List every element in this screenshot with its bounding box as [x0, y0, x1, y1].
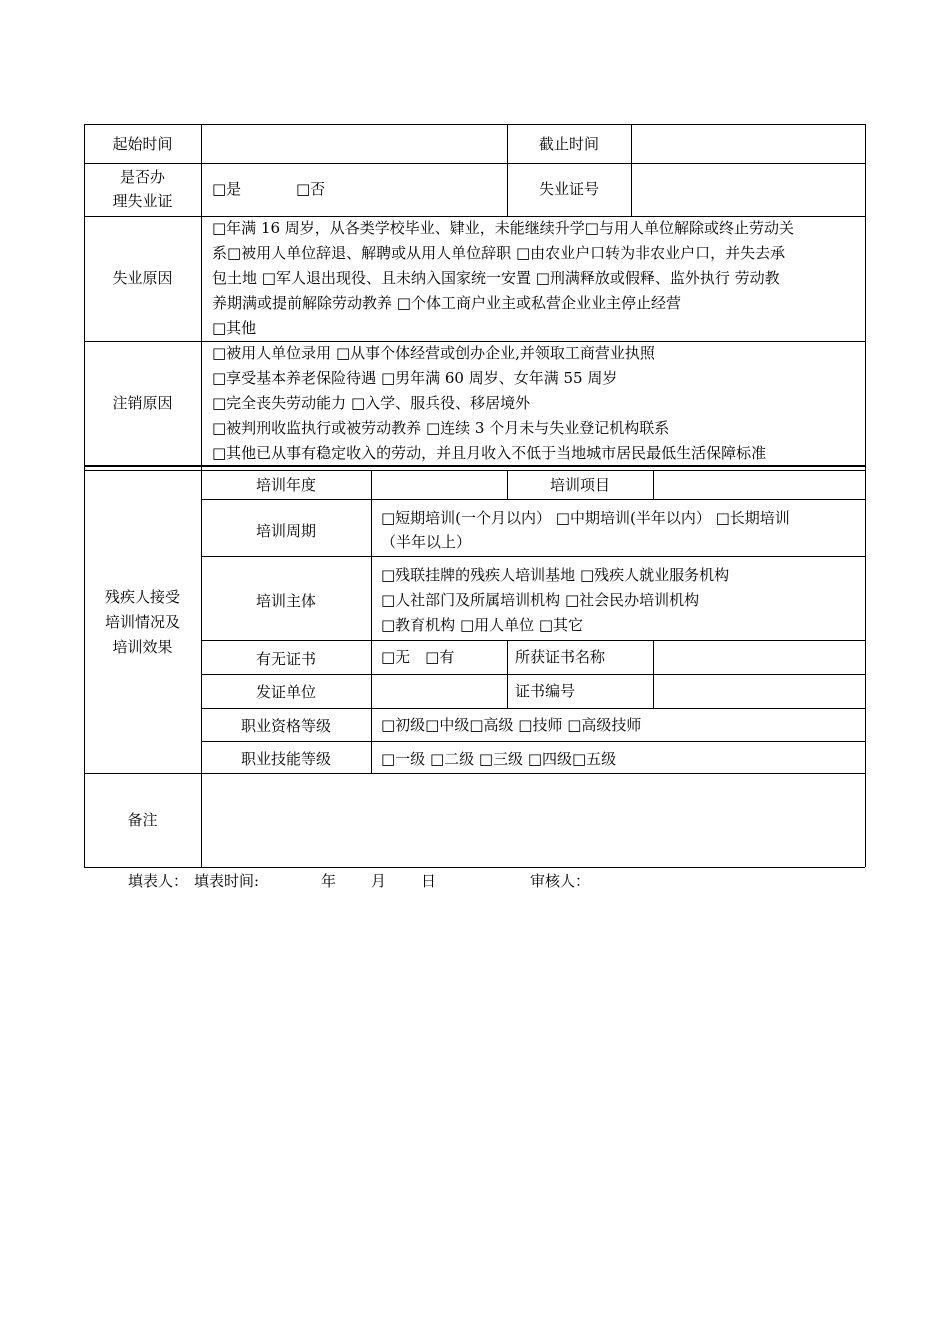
- cert-question-label: [84, 165, 201, 213]
- training-period-label: 培训周期: [255, 522, 316, 540]
- cancel-line[interactable]: □完全丧失劳动能力 □入学、服兵役、移居境外: [212, 394, 531, 412]
- cert-question-line-2: 理失业证: [112, 192, 173, 210]
- cert-name-field[interactable]: [654, 641, 864, 674]
- end-time-field[interactable]: [632, 125, 864, 163]
- training-year-field[interactable]: [372, 471, 506, 499]
- remarks-label: 备注: [127, 811, 158, 829]
- training-section-line-3: 培训效果: [112, 638, 173, 656]
- training-section-line-1: 残疾人接受: [104, 588, 180, 606]
- cancel-line[interactable]: □享受基本养老保险待遇 □男年满 60 周岁、女年满 55 周岁: [212, 369, 618, 387]
- cancel-line[interactable]: □被判刑收监执行或被劳动教养 □连续 3 个月未与失业登记机构联系: [212, 419, 670, 437]
- cert-number-field[interactable]: [632, 164, 864, 216]
- start-time-field[interactable]: [202, 125, 506, 163]
- training-subject-options[interactable]: [381, 563, 863, 638]
- row-divider: [201, 708, 865, 709]
- reason-line[interactable]: 养期满或提前解除劳动教养 □个体工商户业主或私营企业业主停止经营: [212, 294, 681, 312]
- issuer-field[interactable]: [372, 675, 506, 708]
- table-border-left: [84, 124, 85, 867]
- filler-label: 填表人：: [128, 872, 189, 890]
- reason-label: 失业原因: [112, 269, 173, 287]
- training-year-label: 培训年度: [255, 476, 316, 494]
- table-border-right: [865, 124, 866, 867]
- period-line[interactable]: □短期培训(一个月以内） □中期培训(半年以内） □长期培训: [381, 509, 790, 527]
- end-time-label: 截止时间: [538, 135, 599, 153]
- reason-line[interactable]: 包土地 □军人退出现役、且未纳入国家统一安置 □刑满释放或假释、监外执行 劳动教: [212, 269, 780, 287]
- training-period-options[interactable]: [381, 506, 863, 554]
- subject-line[interactable]: □教育机构 □用人单位 □其它: [381, 616, 584, 634]
- cert-label: 有无证书: [255, 650, 316, 668]
- reason-options[interactable]: [212, 216, 862, 341]
- row-divider: [201, 499, 865, 500]
- period-line[interactable]: （半年以上）: [381, 533, 472, 551]
- reviewer-label: 审核人：: [530, 872, 591, 890]
- cert-number-label: 失业证号: [538, 180, 599, 198]
- row-divider: [201, 556, 865, 557]
- cancel-line[interactable]: □其他已从事有稳定收入的劳动，并且月收入不低于当地城市居民最低生活保障标准: [212, 444, 767, 462]
- cert-no-field[interactable]: [654, 675, 864, 708]
- column-divider: [507, 640, 508, 708]
- reason-line[interactable]: 系□被用人单位辞退、解聘或从用人单位辞职 □由农业户口转为非农业户口，并失去承: [212, 244, 786, 262]
- cert-question-line-1: 是否办: [119, 168, 165, 186]
- subject-line[interactable]: □人社部门及所属培训机构 □社会民办培训机构: [381, 591, 700, 609]
- training-item-field[interactable]: [654, 471, 864, 499]
- cert-yes-checkbox[interactable]: □是: [212, 180, 242, 198]
- day-label: 日: [421, 872, 437, 890]
- skill-options[interactable]: □一级 □二级 □三级 □四级□五级: [381, 750, 617, 768]
- issuer-label: 发证单位: [255, 683, 316, 701]
- qualification-options[interactable]: □初级□中级□高级 □技师 □高级技师: [381, 716, 642, 734]
- reason-line[interactable]: □其他: [212, 319, 257, 337]
- fill-time-label: 填表时间:: [194, 872, 260, 890]
- cert-no-checkbox[interactable]: □否: [296, 180, 326, 198]
- cert-name-label: 所获证书名称: [515, 648, 606, 666]
- cert-options[interactable]: □无 □有: [381, 648, 455, 666]
- subject-line[interactable]: □残联挂牌的残疾人培训基地 □残疾人就业服务机构: [381, 566, 730, 584]
- month-label: 月: [371, 872, 387, 890]
- row-divider: [201, 741, 865, 742]
- year-label: 年: [321, 872, 337, 890]
- start-time-label: 起始时间: [112, 135, 173, 153]
- training-section-label: [84, 585, 201, 660]
- table-border-bottom: [84, 867, 865, 868]
- qualification-label: 职业资格等级: [240, 717, 331, 735]
- cancel-label: 注销原因: [112, 394, 173, 412]
- skill-label: 职业技能等级: [240, 750, 331, 768]
- training-subject-label: 培训主体: [255, 592, 316, 610]
- cancel-line[interactable]: □被用人单位录用 □从事个体经营或创办企业,并领取工商营业执照: [212, 344, 655, 362]
- column-divider: [371, 470, 372, 773]
- remarks-field[interactable]: [202, 774, 864, 867]
- cancel-options[interactable]: [212, 341, 862, 466]
- cert-no-label: 证书编号: [515, 682, 576, 700]
- training-item-label: 培训项目: [549, 476, 610, 494]
- reason-line[interactable]: □年满 16 周岁，从各类学校毕业、肄业，未能继续升学□与用人单位解除或终止劳动关: [212, 219, 794, 237]
- training-section-line-2: 培训情况及: [104, 613, 180, 631]
